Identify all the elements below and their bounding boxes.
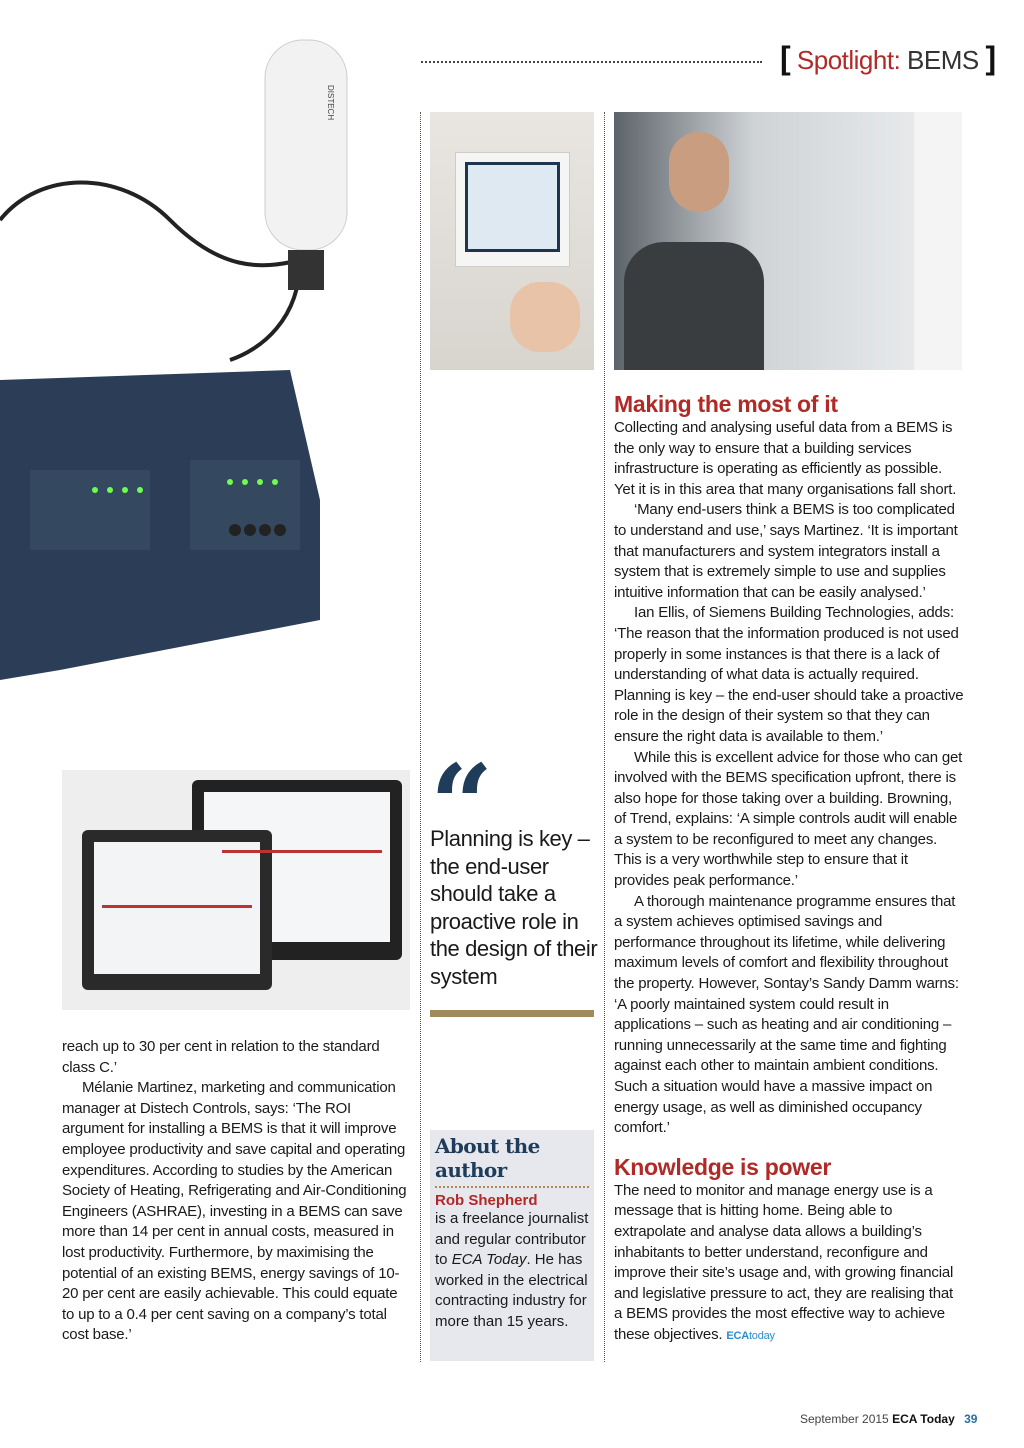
section-heading: Knowledge is power xyxy=(614,1153,831,1180)
right-column-text xyxy=(614,390,964,1347)
publication-name: ECA Today xyxy=(892,1412,955,1426)
paragraph: reach up to 30 per cent in relation to the standard class C.’ xyxy=(62,1038,380,1076)
quote-mark-icon xyxy=(430,760,600,820)
pull-quote xyxy=(430,760,600,1017)
paragraph: Collecting and analysing useful data from a BEMS is the only way to ensure that a building services infrastructure is operating as efficiently as possible. Yet it is in this area that many organisations fall short. xyxy=(614,419,957,498)
paragraph: ‘Many end-users think a BEMS is too complicated to understand and use,’ says Martinez. ‘It is important that manufacturers and system integrators install a system that is extremely simple to use and supplies intuitive information that can be easily analysed.’ xyxy=(614,501,958,601)
pull-quote-text: Planning is key – the end-user should take a proactive role in the design of their system xyxy=(430,826,598,989)
author-box xyxy=(430,1130,594,1361)
page-footer xyxy=(800,1412,977,1426)
left-column-text xyxy=(62,1037,407,1346)
section-heading: Making the most of it xyxy=(614,391,838,417)
author-name: Rob Shepherd xyxy=(435,1192,538,1209)
paragraph: While this is excellent advice for those who can get involved with the BEMS specification upfront, there is also hope for those taking over a building. Browning, of Trend, explains: ‘A simple controls audit will enable a system to be reconfigured to meet any changes. This is a very worthwhile step to ensure that it provides peak performance.’ xyxy=(614,748,963,890)
section-topic: BEMS xyxy=(907,45,979,75)
antenna-brand: DISTECH xyxy=(326,85,335,121)
paragraph: Ian Ellis, of Siemens Building Technologies, adds: ‘The reason that the information produced is not used properly in some instances is that there is a lack of understanding of what data is actually required. Planning is key – the end-user should take a proactive role in the design of their system so that they can ensure the right data is available to them.’ xyxy=(614,604,964,745)
touchscreen-panels-image xyxy=(62,770,410,1010)
issue-date: September 2015 xyxy=(800,1412,889,1426)
column-divider xyxy=(420,112,421,1362)
paragraph: Mélanie Martinez, marketing and communication manager at Distech Controls, says: ‘The ROI argument for installing a BEMS is that it will improve employee productivity and save capital and operating expenditures. According to studies by the American Society of Heating, Refrigerating and Air-Conditioning Engineers (ASHRAE), investing in a BEMS can save more than 14 per cent in annual costs, measured in lost productivity. Furthermore, by maximising the potential of an existing BEMS, energy savings of 10-20 per cent are easily achievable. This could equate to up to a 0.4 per cent saving on a company’s total cost base.’ xyxy=(62,1079,407,1344)
quote-divider xyxy=(430,1010,594,1017)
author-box-title: About the author xyxy=(435,1134,589,1188)
section-name: Spotlight: xyxy=(796,45,901,75)
eca-today-end-logo: ECAtoday xyxy=(726,1329,775,1342)
thermostat-photo xyxy=(430,112,594,370)
column-divider xyxy=(604,112,605,1362)
author-bio: is a freelance journalist and regular contributor to ECA Today. He has worked in the electrical contracting industry for more than 15 years. xyxy=(435,1210,589,1330)
controller-product-image xyxy=(0,20,420,740)
page-number: 39 xyxy=(964,1412,978,1426)
section-label: [ Spotlight: BEMS ] xyxy=(780,40,996,76)
engineer-photo xyxy=(614,112,962,370)
paragraph: The need to monitor and manage energy use is a message that is hitting home. Being able to extrapolate and analyse data allows a building’s inhabitants to better understand, reconfigure and improve their site’s usage and, with growing financial and legislative pressure to act, they are realising that a BEMS provides the most effective way to achieve these objectives. ECAtoday xyxy=(614,1181,954,1343)
paragraph: A thorough maintenance programme ensures that a system achieves optimised savings and performance throughout its lifetime, while delivering maximum levels of comfort and flexibility throughout the property. However, Sontay’s Sandy Damm warns: ‘A poorly maintained system could result in applications – such as heating and air conditioning – running unnecessarily at the same time and fighting against each other to maintain ambient conditions. Such a situation would have a massive impact on energy usage, as well as diminished occupancy comfort.’ xyxy=(614,892,959,1137)
